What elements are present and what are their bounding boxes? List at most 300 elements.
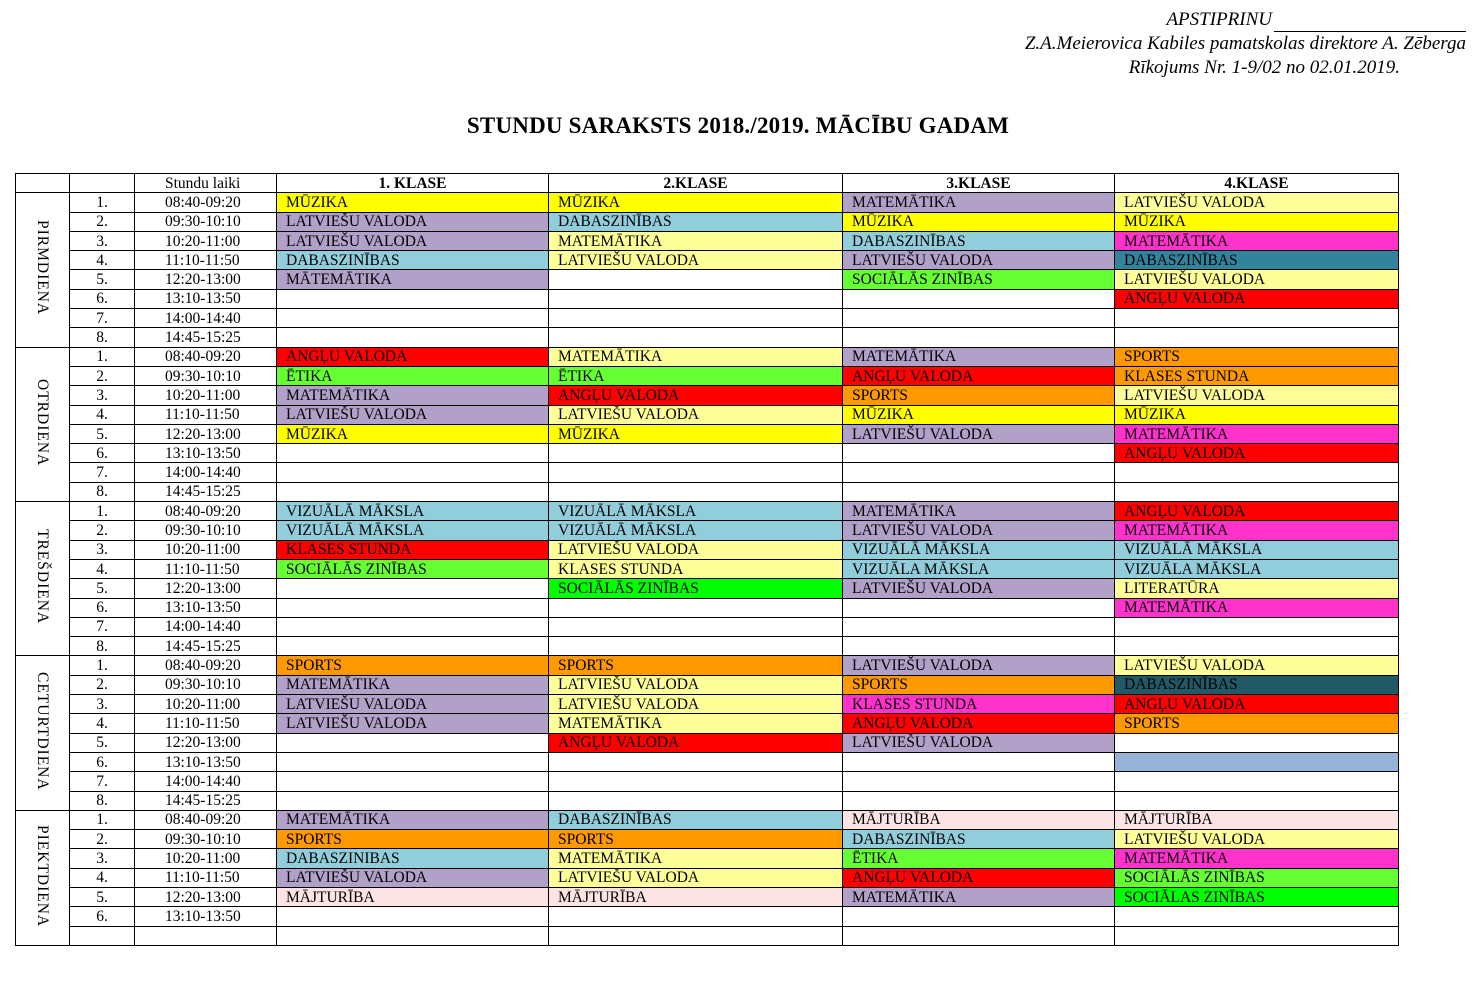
day-label-cell [16, 810, 70, 945]
schedule-row [16, 810, 1399, 829]
lesson-cell-class-3: ANGĻU VALODA [843, 366, 1115, 385]
lesson-cell-class-4: MATEMĀTIKA [1115, 598, 1399, 617]
lesson-cell-class-4 [1115, 907, 1399, 926]
lesson-cell-class-4: DABASZINĪBAS [1115, 251, 1399, 270]
schedule-row [16, 386, 1399, 405]
lesson-cell-class-4: ANGĻU VALODA [1115, 444, 1399, 463]
lesson-cell-class-2: ANGĻU VALODA [549, 733, 843, 752]
lesson-cell-class-1 [277, 328, 549, 347]
lesson-number: 5. [70, 887, 135, 906]
lesson-time: 12:20-13:00 [135, 424, 277, 443]
lesson-cell-class-1 [277, 907, 549, 926]
lesson-cell-class-3: LATVIEŠU VALODA [843, 424, 1115, 443]
lesson-cell-class-4: SPORTS [1115, 347, 1399, 366]
lesson-cell-class-3: MATEMĀTIKA [843, 502, 1115, 521]
lesson-cell-class-3 [843, 444, 1115, 463]
lesson-cell-class-4 [1115, 791, 1399, 810]
lesson-number: 4. [70, 868, 135, 887]
schedule-table [15, 173, 1399, 946]
lesson-number: 6. [70, 289, 135, 308]
schedule-row [16, 521, 1399, 540]
lesson-cell-class-1: MĀTEMĀTIKA [277, 270, 549, 289]
schedule-row [16, 309, 1399, 328]
lesson-time: 09:30-10:10 [135, 366, 277, 385]
schedule-row [16, 733, 1399, 752]
lesson-cell-class-3: DABASZINĪBAS [843, 231, 1115, 250]
schedule-row [16, 695, 1399, 714]
lesson-number: 5. [70, 270, 135, 289]
header-class-1: 1. KLASE [277, 174, 549, 193]
lesson-cell-class-3 [843, 772, 1115, 791]
lesson-number: 2. [70, 675, 135, 694]
lesson-time: 08:40-09:20 [135, 193, 277, 212]
lesson-cell-class-1: DABASZINIBAS [277, 849, 549, 868]
approve-label: APSTIPRINU [1166, 9, 1272, 30]
lesson-cell-class-3 [843, 926, 1115, 945]
lesson-cell-class-4 [1115, 772, 1399, 791]
lesson-cell-class-2 [549, 289, 843, 308]
schedule-row [16, 482, 1399, 501]
lesson-cell-class-2 [549, 598, 843, 617]
schedule-row [16, 212, 1399, 231]
lesson-cell-class-2: LATVIEŠU VALODA [549, 695, 843, 714]
lesson-cell-class-1: VIZUĀLĀ MĀKSLA [277, 502, 549, 521]
lesson-cell-class-1 [277, 598, 549, 617]
schedule-row [16, 887, 1399, 906]
lesson-cell-class-2 [549, 444, 843, 463]
lesson-cell-class-4: SPORTS [1115, 714, 1399, 733]
lesson-time: 08:40-09:20 [135, 656, 277, 675]
schedule-row [16, 714, 1399, 733]
lesson-number: 6. [70, 598, 135, 617]
lesson-cell-class-3: SOCIĀLĀS ZINĪBAS [843, 270, 1115, 289]
lesson-time: 11:10-11:50 [135, 405, 277, 424]
header-class-3: 3.KLASE [843, 174, 1115, 193]
director-line: Z.A.Meierovica Kabiles pamatskolas direktore A. Zēberga [1024, 33, 1466, 54]
lesson-cell-class-4 [1115, 463, 1399, 482]
lesson-cell-class-2: ANGĻU VALODA [549, 386, 843, 405]
lesson-cell-class-4: MĀJTURĪBA [1115, 810, 1399, 829]
lesson-cell-class-3 [843, 289, 1115, 308]
lesson-cell-class-4: SOCIĀLAS ZINĪBAS [1115, 887, 1399, 906]
lesson-number: 7. [70, 772, 135, 791]
lesson-number: 6. [70, 907, 135, 926]
lesson-cell-class-4: MATEMĀTIKA [1115, 521, 1399, 540]
lesson-cell-class-1 [277, 926, 549, 945]
lesson-number: 2. [70, 521, 135, 540]
lesson-time: 10:20-11:00 [135, 540, 277, 559]
lesson-cell-class-4: VIZUĀLA MĀKSLA [1115, 559, 1399, 578]
schedule-row [16, 424, 1399, 443]
lesson-number: 2. [70, 366, 135, 385]
schedule-row [16, 791, 1399, 810]
lesson-cell-class-1 [277, 617, 549, 636]
lesson-cell-class-1: SPORTS [277, 656, 549, 675]
lesson-time: 12:20-13:00 [135, 579, 277, 598]
schedule-row [16, 617, 1399, 636]
lesson-time: 13:10-13:50 [135, 907, 277, 926]
lesson-cell-class-3 [843, 463, 1115, 482]
day-label-cell [16, 502, 70, 656]
lesson-cell-class-2: VIZUĀLĀ MĀKSLA [549, 502, 843, 521]
lesson-cell-class-2 [549, 617, 843, 636]
lesson-number: 4. [70, 714, 135, 733]
lesson-number: 5. [70, 733, 135, 752]
schedule-body [16, 193, 1399, 946]
schedule-row [16, 366, 1399, 385]
lesson-cell-class-2: DABASZINĪBAS [549, 810, 843, 829]
lesson-cell-class-2: SPORTS [549, 656, 843, 675]
lesson-cell-class-3: VIZUĀLĀ MĀKSLA [843, 540, 1115, 559]
header-row [16, 174, 1399, 193]
day-name: TREŠDIENA [34, 529, 51, 625]
lesson-time: 08:40-09:20 [135, 502, 277, 521]
schedule-row [16, 328, 1399, 347]
lesson-cell-class-2 [549, 309, 843, 328]
lesson-time: 14:00-14:40 [135, 617, 277, 636]
lesson-cell-class-3: LATVIEŠU VALODA [843, 521, 1115, 540]
lesson-cell-class-2 [549, 907, 843, 926]
lesson-cell-class-4: MŪZIKA [1115, 405, 1399, 424]
lesson-number: 6. [70, 752, 135, 771]
lesson-cell-class-3: LATVIEŠU VALODA [843, 656, 1115, 675]
lesson-cell-class-1: ĒTIKA [277, 366, 549, 385]
day-label-cell [16, 193, 70, 347]
lesson-cell-class-2 [549, 791, 843, 810]
lesson-number: 2. [70, 830, 135, 849]
lesson-cell-class-1: MŪZIKA [277, 424, 549, 443]
lesson-cell-class-2: SOCIĀLĀS ZINĪBAS [549, 579, 843, 598]
schedule-row [16, 656, 1399, 675]
lesson-cell-class-4: LITERATŪRA [1115, 579, 1399, 598]
lesson-cell-class-3 [843, 617, 1115, 636]
lesson-cell-class-3: ĒTIKA [843, 849, 1115, 868]
lesson-number: 1. [70, 193, 135, 212]
lesson-cell-class-2: DABASZINĪBAS [549, 212, 843, 231]
lesson-cell-class-4: MATEMĀTIKA [1115, 231, 1399, 250]
lesson-cell-class-4: SOCIĀLĀS ZINĪBAS [1115, 868, 1399, 887]
lesson-cell-class-3: MĀJTURĪBA [843, 810, 1115, 829]
lesson-cell-class-2 [549, 926, 843, 945]
lesson-time: 09:30-10:10 [135, 675, 277, 694]
lesson-cell-class-4 [1115, 637, 1399, 656]
lesson-cell-class-4: MATEMĀTIKA [1115, 849, 1399, 868]
lesson-cell-class-3: MŪZIKA [843, 405, 1115, 424]
schedule-row [16, 830, 1399, 849]
lesson-cell-class-4: LATVIEŠU VALODA [1115, 656, 1399, 675]
lesson-cell-class-1 [277, 579, 549, 598]
lesson-cell-class-3 [843, 328, 1115, 347]
lesson-cell-class-4 [1115, 328, 1399, 347]
lesson-time: 10:20-11:00 [135, 849, 277, 868]
lesson-cell-class-2 [549, 270, 843, 289]
header-day-cell [16, 174, 70, 193]
lesson-cell-class-1: LATVIEŠU VALODA [277, 405, 549, 424]
lesson-cell-class-1 [277, 772, 549, 791]
lesson-number: 5. [70, 424, 135, 443]
lesson-number: 8. [70, 482, 135, 501]
schedule-row [16, 289, 1399, 308]
lesson-cell-class-1: DABASZINĪBAS [277, 251, 549, 270]
schedule-row [16, 868, 1399, 887]
lesson-time: 10:20-11:00 [135, 386, 277, 405]
lesson-number: 3. [70, 231, 135, 250]
lesson-cell-class-1: MŪZIKA [277, 193, 549, 212]
lesson-time: 14:45-15:25 [135, 791, 277, 810]
schedule-row [16, 463, 1399, 482]
lesson-number: 6. [70, 444, 135, 463]
lesson-cell-class-3 [843, 637, 1115, 656]
lesson-time: 11:10-11:50 [135, 251, 277, 270]
lesson-cell-class-1: SOCIĀLĀS ZINĪBAS [277, 559, 549, 578]
schedule-row [16, 444, 1399, 463]
header-num-cell [70, 174, 135, 193]
lesson-number: 7. [70, 617, 135, 636]
lesson-number: 4. [70, 559, 135, 578]
lesson-cell-class-2 [549, 772, 843, 791]
lesson-time: 14:45-15:25 [135, 482, 277, 501]
approval-block [846, 8, 1466, 80]
lesson-cell-class-1: LATVIEŠU VALODA [277, 695, 549, 714]
schedule-row [16, 270, 1399, 289]
schedule-row [16, 502, 1399, 521]
lesson-cell-class-2: MATEMĀTIKA [549, 347, 843, 366]
lesson-cell-class-3: LATVIEŠU VALODA [843, 251, 1115, 270]
lesson-time [135, 926, 277, 945]
lesson-cell-class-2: VIZUĀLĀ MĀKSLA [549, 521, 843, 540]
lesson-number: 5. [70, 579, 135, 598]
lesson-number: 1. [70, 347, 135, 366]
lesson-cell-class-4: KLASES STUNDA [1115, 366, 1399, 385]
lesson-number: 8. [70, 637, 135, 656]
lesson-cell-class-4 [1115, 309, 1399, 328]
lesson-cell-class-1: LATVIEŠU VALODA [277, 714, 549, 733]
lesson-cell-class-2: MATEMĀTIKA [549, 849, 843, 868]
lesson-number: 3. [70, 540, 135, 559]
lesson-cell-class-4 [1115, 733, 1399, 752]
lesson-cell-class-1 [277, 463, 549, 482]
lesson-cell-class-2 [549, 463, 843, 482]
schedule-row [16, 251, 1399, 270]
lesson-cell-class-1 [277, 733, 549, 752]
lesson-cell-class-4: MŪZIKA [1115, 212, 1399, 231]
lesson-number: 4. [70, 251, 135, 270]
lesson-time: 12:20-13:00 [135, 733, 277, 752]
schedule-row [16, 637, 1399, 656]
lesson-number: 1. [70, 656, 135, 675]
lesson-cell-class-3: SPORTS [843, 386, 1115, 405]
lesson-cell-class-3: DABASZINĪBAS [843, 830, 1115, 849]
lesson-cell-class-2: MATEMĀTIKA [549, 714, 843, 733]
schedule-row [16, 598, 1399, 617]
lesson-cell-class-4: LATVIEŠU VALODA [1115, 386, 1399, 405]
lesson-cell-class-3: SPORTS [843, 675, 1115, 694]
lesson-cell-class-1 [277, 752, 549, 771]
lesson-cell-class-3: ANGĻU VALODA [843, 868, 1115, 887]
lesson-cell-class-2: ĒTIKA [549, 366, 843, 385]
order-line: Rīkojums Nr. 1-9/02 no 02.01.2019. [1128, 57, 1400, 78]
header-class-4: 4.KLASE [1115, 174, 1399, 193]
lesson-number [70, 926, 135, 945]
lesson-time: 14:45-15:25 [135, 637, 277, 656]
lesson-cell-class-1: SPORTS [277, 830, 549, 849]
schedule-row [16, 231, 1399, 250]
lesson-cell-class-3 [843, 598, 1115, 617]
approval-line-1 [846, 8, 1466, 32]
lesson-time: 14:45-15:25 [135, 328, 277, 347]
schedule-row [16, 772, 1399, 791]
lesson-cell-class-1: ANGĻU VALODA [277, 347, 549, 366]
lesson-cell-class-4: VIZUĀLĀ MĀKSLA [1115, 540, 1399, 559]
schedule-row [16, 752, 1399, 771]
schedule-row [16, 849, 1399, 868]
lesson-cell-class-2: MŪZIKA [549, 424, 843, 443]
lesson-cell-class-3: ANGĻU VALODA [843, 714, 1115, 733]
lesson-number: 3. [70, 695, 135, 714]
lesson-cell-class-3: KLASES STUNDA [843, 695, 1115, 714]
lesson-cell-class-2: LATVIEŠU VALODA [549, 405, 843, 424]
lesson-cell-class-3: MATEMĀTIKA [843, 347, 1115, 366]
lesson-time: 09:30-10:10 [135, 212, 277, 231]
lesson-cell-class-2: MATEMĀTIKA [549, 231, 843, 250]
day-name: CETURTDIENA [34, 671, 51, 791]
lesson-cell-class-2: LATVIEŠU VALODA [549, 251, 843, 270]
lesson-cell-class-4: LATVIEŠU VALODA [1115, 270, 1399, 289]
lesson-cell-class-3: MŪZIKA [843, 212, 1115, 231]
lesson-time: 14:00-14:40 [135, 463, 277, 482]
lesson-number: 2. [70, 212, 135, 231]
schedule-row [16, 907, 1399, 926]
lesson-cell-class-1 [277, 482, 549, 501]
lesson-time: 13:10-13:50 [135, 444, 277, 463]
day-name: PIEKTDIENA [34, 824, 51, 927]
lesson-number: 8. [70, 328, 135, 347]
lesson-cell-class-4: DABASZINĪBAS [1115, 675, 1399, 694]
lesson-number: 1. [70, 502, 135, 521]
lesson-cell-class-1: LATVIEŠU VALODA [277, 212, 549, 231]
lesson-time: 08:40-09:20 [135, 347, 277, 366]
lesson-cell-class-1: MĀJTURĪBA [277, 887, 549, 906]
lesson-cell-class-4: LATVIEŠU VALODA [1115, 830, 1399, 849]
lesson-time: 11:10-11:50 [135, 559, 277, 578]
lesson-cell-class-3 [843, 482, 1115, 501]
lesson-cell-class-4 [1115, 482, 1399, 501]
day-name: PIRMDIENA [34, 220, 51, 316]
schedule-row [16, 193, 1399, 212]
schedule-row [16, 579, 1399, 598]
lesson-cell-class-2 [549, 328, 843, 347]
lesson-number: 4. [70, 405, 135, 424]
lesson-cell-class-1 [277, 791, 549, 810]
lesson-cell-class-3 [843, 309, 1115, 328]
lesson-cell-class-1: MATEMĀTIKA [277, 675, 549, 694]
lesson-cell-class-3: MATEMĀTIKA [843, 887, 1115, 906]
lesson-cell-class-2: MŪZIKA [549, 193, 843, 212]
schedule-row [16, 347, 1399, 366]
schedule-row [16, 675, 1399, 694]
lesson-cell-class-4: ANGĻU VALODA [1115, 695, 1399, 714]
header-class-2: 2.KLASE [549, 174, 843, 193]
lesson-cell-class-3: VIZUĀLA MĀKSLA [843, 559, 1115, 578]
lesson-time: 14:00-14:40 [135, 309, 277, 328]
lesson-cell-class-3 [843, 791, 1115, 810]
lesson-cell-class-4: MATEMĀTIKA [1115, 424, 1399, 443]
lesson-cell-class-1: MATEMĀTIKA [277, 810, 549, 829]
lesson-time: 09:30-10:10 [135, 521, 277, 540]
lesson-cell-class-3 [843, 752, 1115, 771]
lesson-cell-class-1: LATVIEŠU VALODA [277, 231, 549, 250]
lesson-cell-class-2 [549, 637, 843, 656]
lesson-cell-class-1 [277, 444, 549, 463]
lesson-cell-class-4: ANGĻU VALODA [1115, 502, 1399, 521]
lesson-cell-class-2: MĀJTURĪBA [549, 887, 843, 906]
lesson-time: 09:30-10:10 [135, 830, 277, 849]
lesson-time: 12:20-13:00 [135, 270, 277, 289]
lesson-time: 13:10-13:50 [135, 752, 277, 771]
lesson-time: 13:10-13:50 [135, 289, 277, 308]
lesson-cell-class-2: LATVIEŠU VALODA [549, 540, 843, 559]
header-times: Stundu laiki [135, 174, 277, 193]
day-label-cell [16, 656, 70, 810]
schedule-row [16, 926, 1399, 945]
lesson-cell-class-3 [843, 907, 1115, 926]
lesson-time: 11:10-11:50 [135, 714, 277, 733]
lesson-cell-class-3: MATEMĀTIKA [843, 193, 1115, 212]
lesson-cell-class-4 [1115, 752, 1399, 771]
lesson-cell-class-2: LATVIEŠU VALODA [549, 675, 843, 694]
lesson-time: 13:10-13:50 [135, 598, 277, 617]
lesson-number: 7. [70, 309, 135, 328]
lesson-cell-class-4: ANGĻU VALODA [1115, 289, 1399, 308]
lesson-cell-class-1: KLASES STUNDA [277, 540, 549, 559]
lesson-cell-class-2: SPORTS [549, 830, 843, 849]
lesson-number: 7. [70, 463, 135, 482]
schedule-row [16, 405, 1399, 424]
lesson-cell-class-2: KLASES STUNDA [549, 559, 843, 578]
day-name: OTRDIENA [34, 378, 51, 466]
schedule-row [16, 540, 1399, 559]
lesson-time: 08:40-09:20 [135, 810, 277, 829]
day-label-cell [16, 347, 70, 501]
lesson-number: 3. [70, 849, 135, 868]
lesson-cell-class-4 [1115, 926, 1399, 945]
lesson-cell-class-2 [549, 482, 843, 501]
lesson-number: 3. [70, 386, 135, 405]
lesson-time: 10:20-11:00 [135, 231, 277, 250]
lesson-cell-class-2 [549, 752, 843, 771]
lesson-cell-class-1 [277, 309, 549, 328]
lesson-cell-class-1: MATEMĀTIKA [277, 386, 549, 405]
lesson-cell-class-3: LATVIEŠU VALODA [843, 733, 1115, 752]
lesson-cell-class-4: LATVIEŠU VALODA [1115, 193, 1399, 212]
lesson-time: 10:20-11:00 [135, 695, 277, 714]
lesson-time: 14:00-14:40 [135, 772, 277, 791]
schedule-row [16, 559, 1399, 578]
lesson-number: 1. [70, 810, 135, 829]
lesson-cell-class-2: LATVIEŠU VALODA [549, 868, 843, 887]
lesson-time: 11:10-11:50 [135, 868, 277, 887]
lesson-cell-class-1 [277, 637, 549, 656]
lesson-time: 12:20-13:00 [135, 887, 277, 906]
signature-line [1274, 13, 1466, 32]
lesson-number: 8. [70, 791, 135, 810]
lesson-cell-class-1 [277, 289, 549, 308]
lesson-cell-class-1: LATVIEŠU VALODA [277, 868, 549, 887]
lesson-cell-class-1: VIZUĀLĀ MĀKSLA [277, 521, 549, 540]
lesson-cell-class-3: LATVIEŠU VALODA [843, 579, 1115, 598]
page-title: STUNDU SARAKSTS 2018./2019. MĀCĪBU GADAM [466, 113, 1010, 138]
lesson-cell-class-4 [1115, 617, 1399, 636]
